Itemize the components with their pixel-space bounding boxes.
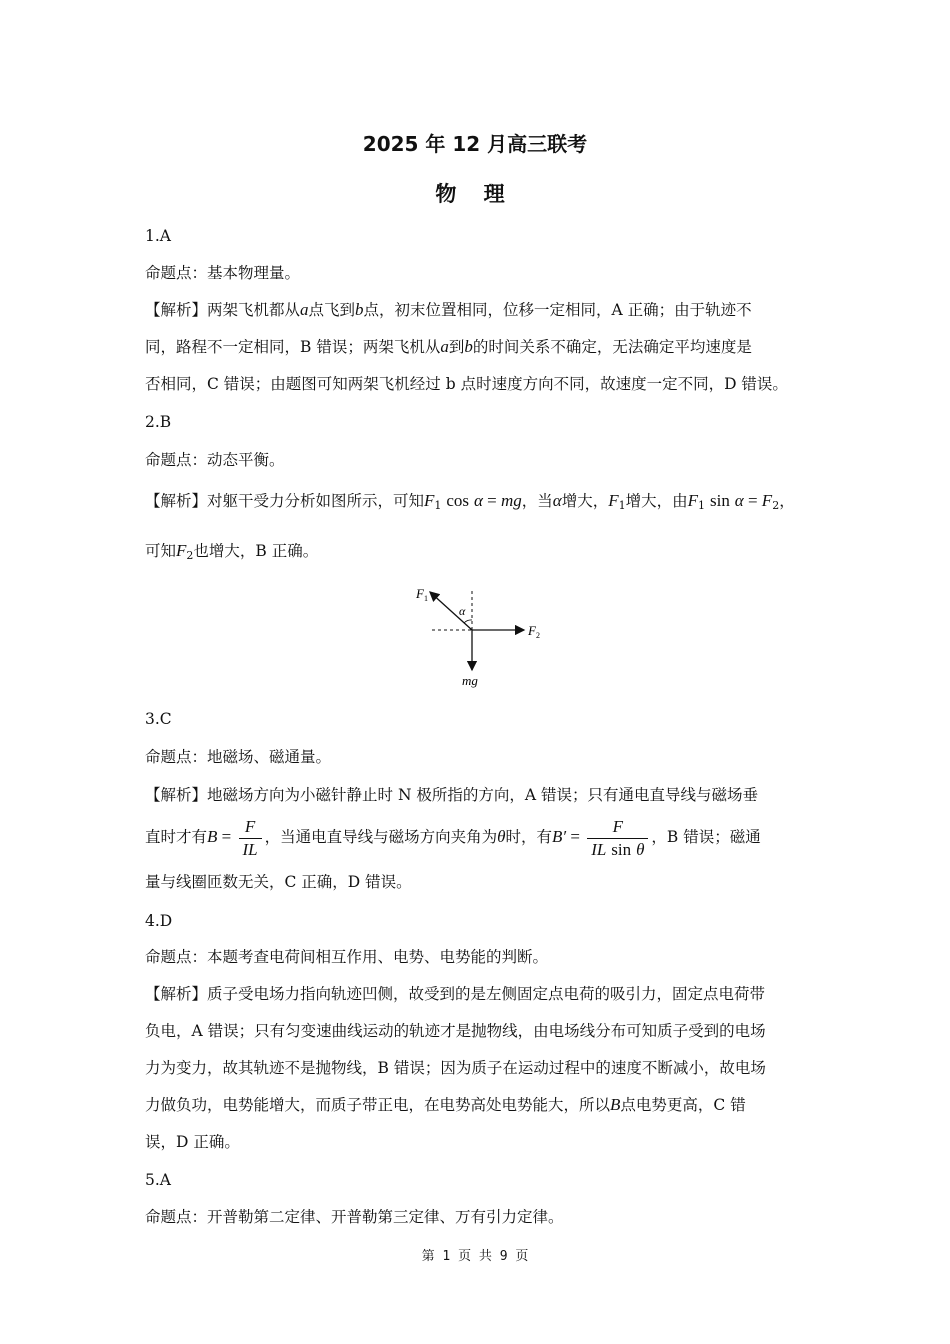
q1-analysis-line-3: 否相同，C 错误；由题图可知两架飞机经过 b 点时速度方向不同，故速度一定不同，D 错误。	[145, 375, 788, 393]
q5-topic: 命题点：开普勒第二定律、开普勒第三定律、万有引力定律。	[145, 1208, 564, 1226]
analysis-tag: 【解析】	[145, 985, 208, 1003]
q3-analysis-line-2: 直时才有B = $\frac{F}{IL}$ ，当通电直导线与磁场方向夹角为θ时，有B′ = $\frac{F}{\text{IL sin θ}}$ ，B 错误；磁通	[145, 816, 761, 859]
q4-analysis-line-5: 误，D 正确。	[145, 1133, 240, 1151]
mg-label: mg	[462, 673, 478, 688]
q3-analysis-line-1: 【解析】地磁场方向为小磁针静止时 N 极所指的方向，A 错误；只有通电直导线与磁场垂	[145, 786, 759, 804]
fraction-b-prime: $\frac{F}{\text{IL sin θ}}$	[587, 816, 648, 861]
q2-analysis-line-2: 可知$F_2$也增大，B 正确。	[145, 541, 319, 562]
q4-analysis-line-1: 【解析】质子受电场力指向轨迹凹侧，故受到的是左侧固定点电荷的吸引力，固定点电荷带	[145, 985, 766, 1003]
subject-title: 物 理	[435, 182, 515, 206]
q2-number: 2.B	[145, 413, 172, 431]
force-f1-arrow	[430, 592, 472, 630]
exam-title: 2025 年 12 月高三联考	[362, 132, 588, 156]
q1-number: 1.A	[145, 227, 171, 245]
q4-analysis-line-2: 负电，A 错误；只有匀变速曲线运动的轨迹才是抛物线，由电场线分布可知质子受到的电场	[145, 1022, 766, 1040]
q2-analysis-line-1: 【解析】对躯干受力分析如图所示，可知$F_1$ cos α = mg，当α增大，$F_1$增大，由$F_1$ $\sin \alpha = F_2$，	[145, 491, 795, 512]
q3-number: 3.C	[145, 710, 172, 728]
q5-number: 5.A	[145, 1171, 171, 1189]
f2-label: $F_2$	[528, 623, 540, 640]
f1-label: $F_1$	[416, 586, 428, 603]
q1-analysis-line-1: 【解析】两架飞机都从a点飞到b点，初末位置相同，位移一定相同，A 正确；由于轨迹不	[145, 300, 752, 319]
angle-arc	[464, 620, 472, 623]
fraction-b: $\frac{F}{IL}$	[239, 816, 262, 861]
force-diagram	[410, 582, 550, 692]
q1-topic: 命题点：基本物理量。	[145, 264, 301, 282]
page-footer: 第 1 页 共 9 页	[421, 1249, 529, 1264]
q4-analysis-line-3: 力为变力，故其轨迹不是抛物线，B 错误；因为质子在运动过程中的速度不断减小，故电场	[145, 1059, 766, 1077]
analysis-tag: 【解析】	[145, 492, 208, 510]
q4-analysis-line-4: 力做负功，电势能增大，而质子带正电，在电势高处电势能大，所以B点电势更高，C 错	[145, 1095, 746, 1114]
analysis-tag: 【解析】	[145, 786, 208, 804]
q4-topic: 命题点：本题考查电荷间相互作用、电势、电势能的判断。	[145, 948, 549, 966]
q3-analysis-line-3: 量与线圈匝数无关，C 正确，D 错误。	[145, 873, 412, 891]
q2-topic: 命题点：动态平衡。	[145, 451, 285, 469]
q3-topic: 命题点：地磁场、磁通量。	[145, 748, 332, 766]
q4-number: 4.D	[145, 912, 173, 930]
q1-analysis-line-2: 同，路程不一定相同，B 错误；两架飞机从a到b的时间关系不确定，无法确定平均速度是	[145, 337, 752, 356]
analysis-tag: 【解析】	[145, 301, 208, 319]
alpha-label: α	[459, 604, 466, 618]
